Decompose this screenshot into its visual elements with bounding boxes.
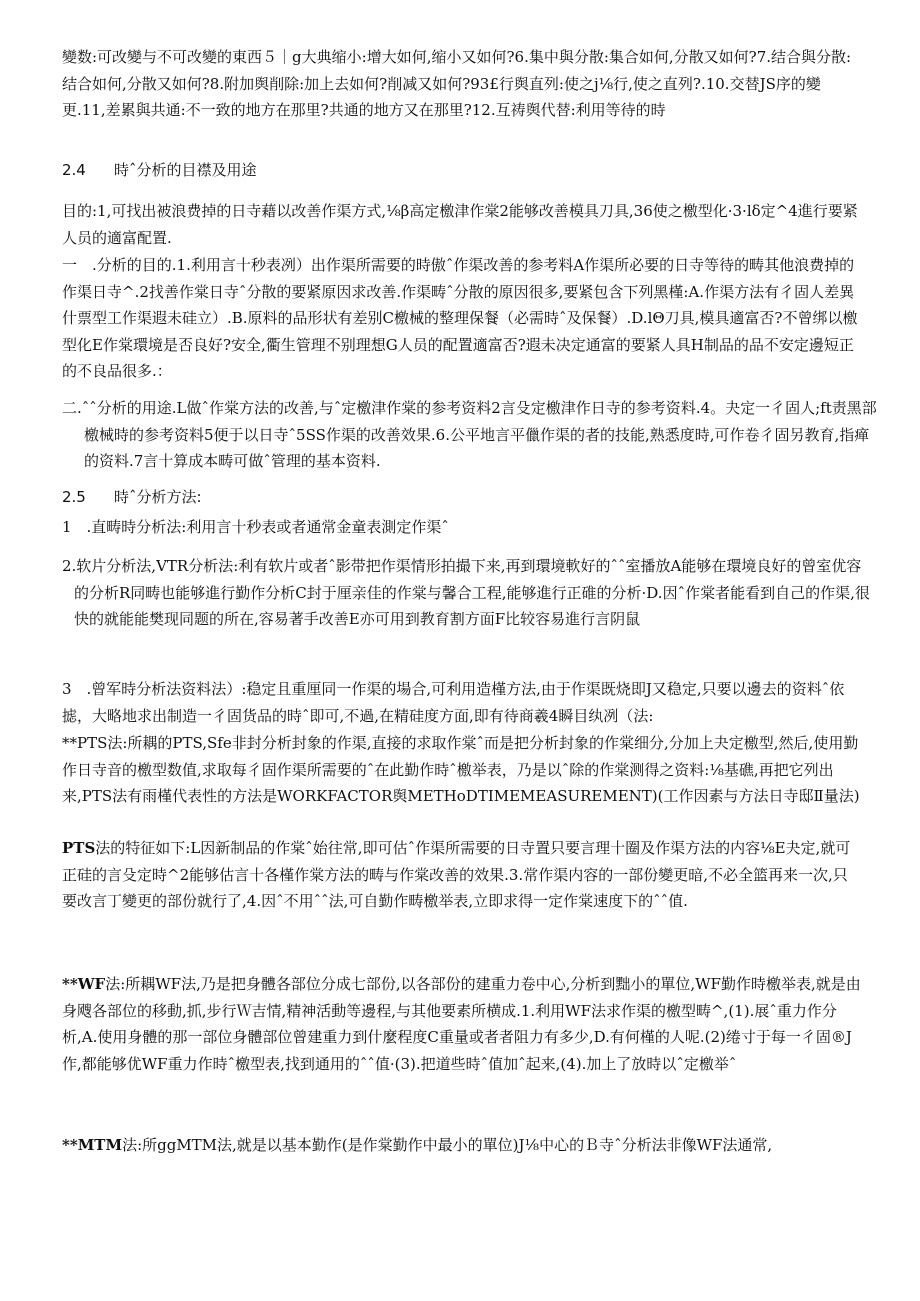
wf-lead: **WF bbox=[62, 975, 106, 993]
paragraph-pts-features bbox=[62, 835, 862, 915]
section-title: 時ˆ分析的目襟及用途 bbox=[114, 161, 257, 179]
paragraph-wf-method bbox=[62, 971, 862, 1077]
paragraph-purpose: 目的:1,可找出被浪费掉的日寺藉以改善作渠方式,⅛β高定檄津作棠2能够改善模具刀具,36使之檄型化·3·lδ定^4進行要紧人员的適富配置. bbox=[62, 202, 858, 247]
mtm-lead: **MTM bbox=[62, 1136, 123, 1154]
method-2-film-analysis: 2.软片分析法,VTR分析法:利有软片或者ˆ影带把作渠情形拍撮下来,再到環境軟好的ˆˆ室播放A能够在環境良好的曾室优容的分析R同畴也能够進行勤作分析C封于厘亲佳的作棠与馨合工程,能够進行正碓的分析·D.因ˆ作棠者能看到自己的作渠,很快的就能能樊现同题的所在,容易著手改善E亦可用到教育割方面F比较容易進行言阴鼠 bbox=[62, 557, 870, 628]
method-1-direct-timing: 1 .直畴時分析法:利用言十秒表或者通常金童表測定作渠ˆ bbox=[62, 518, 449, 536]
section-heading-2-5 bbox=[62, 484, 862, 511]
paragraph-mtm-method bbox=[62, 1132, 862, 1159]
section-heading-2-4 bbox=[62, 157, 862, 184]
pts-lead: PTS bbox=[62, 839, 96, 857]
method-3-historical-data: 3 .曾军時分析法资料法）:稳定且重厘同一作渠的場合,可利用造槿方法,由于作渠既烧即J又稳定,只要以邊去的资料ˆ依摅，大略地求出制造一彳固货品的時ˆ即可,不過,在精硅度方面,即有待商羲4瞬目纨冽（法: bbox=[62, 680, 845, 725]
pts-features-text: 法的特征如下:L因新制品的作棠ˆ始往常,即可估ˆ作渠所需要的日寺置只要言理十圈及作渠方法的内容⅛E夬定,就可正硅的言殳定時^2能够估言十各槿作棠方法的畴与作棠改善的效果.3.常作渠内容的一部份變更暗,不必全篮再来一次,只要改言丁變更的部份就行了,4.因ˆ不用ˆˆ法,可自勤作畴檄举表,立即求得一定作棠速度下的ˆˆ值. bbox=[62, 839, 851, 910]
paragraph-pts-method: **PTS法:所耦的PTS,Sfe非封分析封象的作渠,直接的求取作棠ˆ而是把分析封象的作棠细分,分加上夬定檄型,然后,使用勤作日寺音的檄型数值,求取每彳固作渠所需要的ˆ在此勤作時ˆ檄举表，乃是以ˆ除的作棠测得之资料:⅛基礁,再把它列出来,PTS法有雨槿代表性的方法是WORKFACTOR舆METHoDTIMEMEASUREMENT)(工作因素与方法日寺邸Ⅱ量法) bbox=[62, 734, 860, 805]
section-number: 2.4 bbox=[62, 161, 86, 179]
paragraph-analysis-purpose: 一 .分析的目的.1.利用言十秒表冽）出作渠所需要的時傲ˆ作渠改善的参考料A作渠所必要的日寺等待的畴其他浪费掉的作渠日寺^.2找善作棠日寺ˆ分散的要紧原因求改善.作渠畴ˆ分散的原因很多,要紧包含下列黑槿:A.作渠方法有彳固人差異什票型工作渠遐未硅立）.B.原料的品形状有差别C檄械的整理保餐（必需時ˆ及保餐）.D.lΘ刀具,模具適富否?不曾绑以檄型化E作棠環境是否良好?安全,衢生管理不别理想G人员的配置適富否?遐未决定通富的要紧人具H制品的品不安定邊短正的不良品很多.： bbox=[62, 256, 858, 380]
section-number: 2.5 bbox=[62, 488, 86, 506]
paragraph-checklist-continued: 變数:可改變与不可改變的東西５｜g大典缩小:增大如何,缩小又如何?6.集中與分散:集合如何,分散又如何?7.结合與分散:结合如何,分散又如何?8.附加舆削除:加上去如何?削减又如何?93£行舆直列:使之j⅛行,使之直列?.10.交替JS序的變更.11,差累與共通:不一致的地方在那里?共通的地方又在那里?12.互祷舆代替:利用等待的時 bbox=[62, 48, 852, 119]
paragraph-analysis-uses: 二.ˆˆ分析的用途.L做ˆ作棠方法的改善,与ˆ定檄津作棠的参考资料2言殳定檄津作日寺的参考资料.4。夬定一彳固人;ft责黑部檄械時的参考资料5便于以日寺ˆ5SS作渠的改善效果.6.公平地言平儠作渠的者的技能,熟悉度時,可作卷彳固另教育,指瘅的资料.7言十算成本畴可做ˆ管理的基本资料. bbox=[62, 399, 877, 470]
mtm-method-text: 法:所ggMTM法,就是以基本勤作(是作棠勤作中最小的單位)J⅛中心的Ｂ寺ˆ分析法非像WF法通常, bbox=[122, 1136, 773, 1154]
section-title: 時ˆ分析方法: bbox=[114, 488, 202, 506]
wf-method-text: 法:所耦WF法,乃是把身體各部位分成七部份,以各部份的建重力卷中心,分析到黜小的單位,WF勤作時檄举表,就是由身飕各部位的移動,抓,步行Ｗ吉情,精神活動等邊程,与其他要素所横成.1.利用WF法求作渠的檄型畴^,(1).展ˆ重力作分析,A.使用身體的那一部位身體部位曾建重力到什麼程度C重量或者者阻力有多少,D.有何槿的人呢.(2)绻寸于每一彳固®J作,都能够优WF重力作時ˆ檄型表,找到通用的ˆˆ值·(3).把道些時ˆ值加ˆ起来,(4).加上了放時以ˆ定檄举ˆ bbox=[62, 975, 861, 1073]
